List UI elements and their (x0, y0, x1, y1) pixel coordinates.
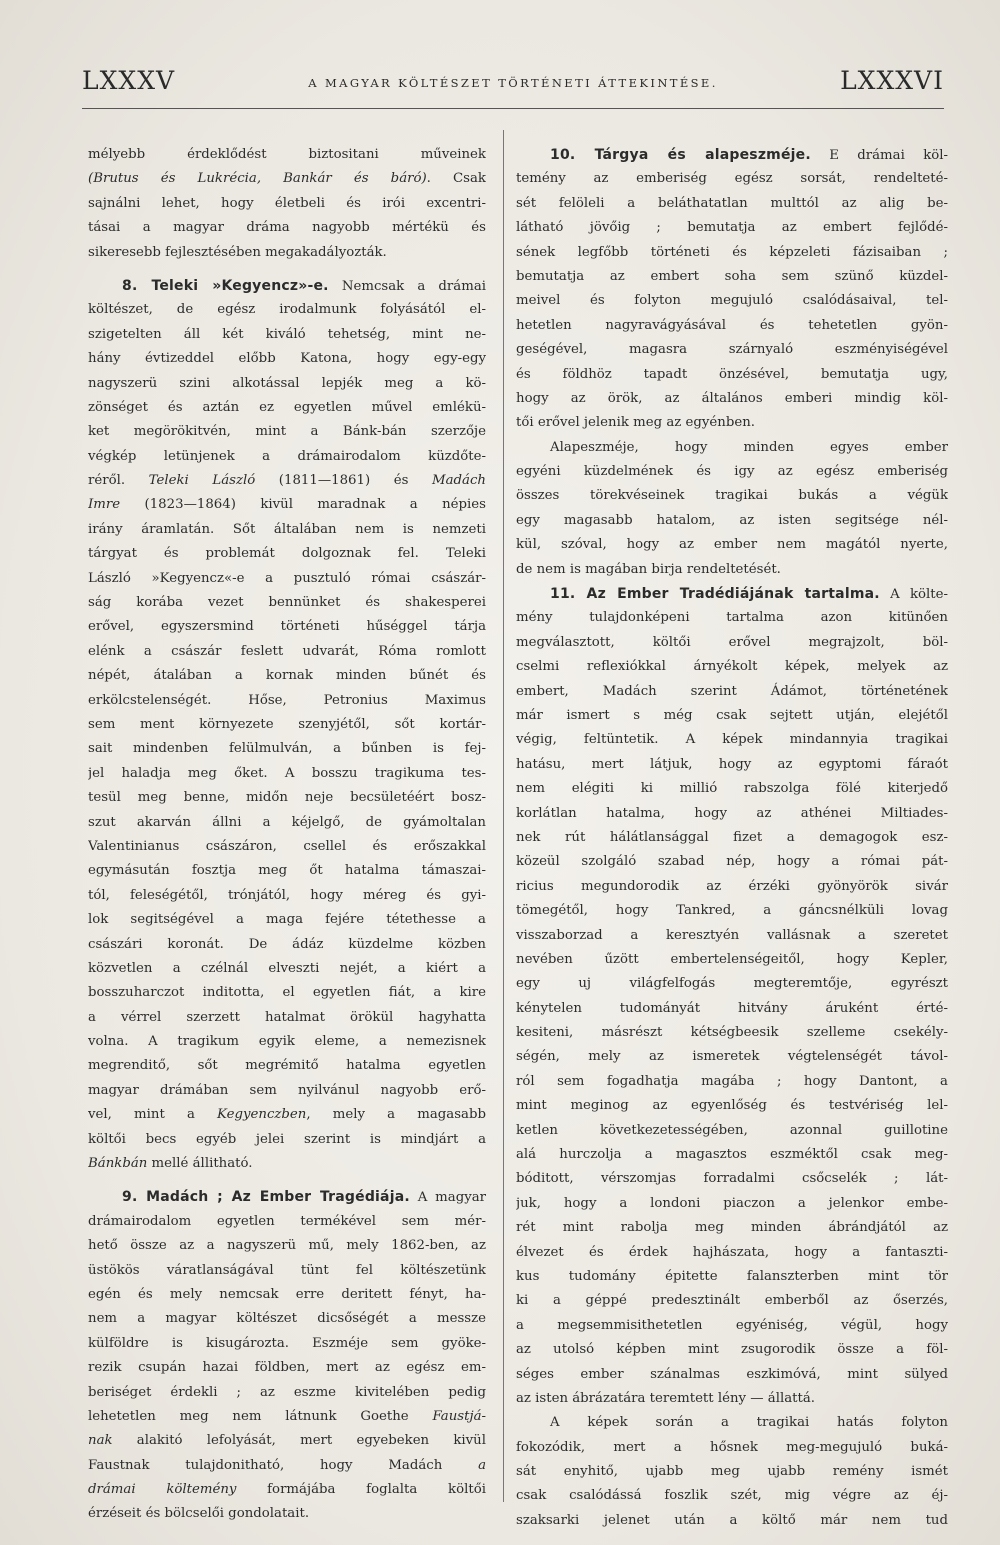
italic-text: Kegyenczben (217, 1107, 307, 1123)
left-column-line: népét, átalában a kornak minden bűnét és (88, 668, 486, 684)
right-column-line: hatásu, mert látjuk, hogy az egyptomi fáraót (516, 756, 948, 772)
left-column-line: tesül meg benne, midőn neje becsületéért bosz- (88, 790, 486, 806)
right-column-line: a megsemmisithetetlen egyéniség, végül, hogy (516, 1317, 948, 1333)
column-divider (503, 130, 504, 1502)
right-column-line: tői erővel jelenik meg az egyénben. (516, 415, 756, 431)
right-column-line: tömegétől, hogy Tankred, a gáncsnélküli lovag (516, 903, 948, 919)
right-column-line: ról sem fogadhatja magába ; hogy Dantont, a (516, 1073, 948, 1089)
left-column-line: sikeresebb fejlesztésében megakadályozták. (88, 244, 387, 260)
left-column-line: közvetlen a czélnál elveszti nejét, a kiért a (88, 960, 486, 976)
left-column-line: 9. Madách ; Az Ember Tragédiája. A magyar (122, 1189, 486, 1206)
left-column-line: nagyszerü szini alkotással lepjék meg a kö- (88, 375, 486, 391)
right-column-line: kénytelen tudományát hitvány áruként érté- (516, 1000, 948, 1016)
right-column-line: sét felöleli a beláthatatlan multtól az alig be- (516, 195, 948, 211)
italic-text: Faustjá- (432, 1408, 486, 1424)
left-column-line: rezik csupán hazai földben, mert az egész em- (88, 1360, 486, 1376)
right-column-line: sát enyhitő, ujabb meg ujabb remény ismét (516, 1464, 948, 1480)
right-column-line: sének legfőbb történeti és képzeleti fázisaiban ; (516, 244, 948, 260)
left-column-line: drámai költemény formájába foglalta költői (88, 1482, 486, 1498)
left-column-line: szigetelten áll két kiváló tehetség, mint ne- (88, 326, 486, 342)
right-column-line: 11. Az Ember Tradédiájának tartalma. A költe- (550, 586, 948, 603)
left-column-line: költészet, de egész irodalmunk folyásától el- (88, 302, 486, 318)
left-column-line: sait mindenben felülmulván, a bűnben is fej- (88, 741, 486, 757)
right-column-line: csak csalódássá foszlik szét, mig végre az éj- (516, 1488, 948, 1504)
italic-text: (Brutus és Lukrécia, Bankár és báró) (88, 171, 427, 187)
italic-text: Madách (432, 473, 486, 489)
right-column-line: ki a géppé predesztinált emberből az őserzés, (516, 1293, 948, 1309)
left-column-line: szut akarván állni a kéjelgő, de gyámoltalan (88, 814, 486, 830)
left-column-line: Faustnak tulajdonitható, hogy Madách a (88, 1457, 486, 1473)
right-column-line: az isten ábrázatára teremtett lény — állattá. (516, 1390, 815, 1406)
left-column-line: vel, mint a Kegyenczben, mely a magasabb (88, 1107, 486, 1123)
section-heading: 8. Teleki »Kegyencz»-e. (122, 277, 329, 294)
right-page-number: LXXXVI (840, 66, 944, 95)
italic-text: nak (88, 1433, 113, 1449)
right-column-line: szaksarki jelenet után a költő már nem tud (516, 1512, 948, 1528)
right-column-line: de nem is magában birja rendeltetését. (516, 561, 781, 577)
left-column-line: tárgyat és problemát dolgoznak fel. Teleki (88, 546, 486, 562)
right-column-line: élvezet és érdek hajhászata, hogy a fantaszti- (516, 1244, 948, 1260)
right-column-line: hetetlen nagyravágyásával és tehetetlen gyön- (516, 317, 948, 333)
left-column-line: irány áramlatán. Sőt általában nem is nemzeti (88, 521, 486, 537)
left-column-line: hető össze az a nagyszerü mű, mely 1862-ben, az (88, 1238, 486, 1254)
right-column-line: séges ember szánalmas eszkimóvá, mint sülyed (516, 1366, 948, 1382)
left-column-line: erővel, egyszersmind történeti hűséggel tárja (88, 619, 486, 635)
left-column-line: bosszuharczot inditotta, el egyetlen fiát, a kire (88, 985, 486, 1001)
left-column-line: hány évtizeddel előbb Katona, hogy egy-egy (88, 351, 486, 367)
right-column-line: látható jövőig ; bemutatja az embert fejlődé- (516, 220, 948, 236)
right-column-line: egyéni küzdelmének és igy az egész emberiség (516, 464, 948, 480)
right-column-line: már ismert s még csak sejtett utján, elejétől (516, 707, 948, 723)
right-column-line: megválasztott, költői erővel megrajzolt, böl- (516, 634, 948, 650)
left-column-line: lehetetlen meg nem látnunk Goethe Faustjá- (88, 1408, 486, 1424)
right-column-line: Alapeszméje, hogy minden egyes ember (550, 439, 948, 455)
left-column-line: zönséget és aztán ez egyetlen művel emlékü- (88, 399, 486, 415)
right-column-line: fokozódik, mert a hősnek meg-megujuló buká- (516, 1439, 948, 1455)
right-column-line: A képek során a tragikai hatás folyton (550, 1415, 948, 1431)
page-header (82, 66, 944, 106)
left-column-line: László »Kegyencz«-e a pusztuló római császár- (88, 570, 486, 586)
right-column-line: bóditott, vérszomjas forradalmi csőcselék ; lát- (516, 1171, 948, 1187)
italic-text: Imre (88, 497, 121, 513)
left-column-line: külföldre is kisugározta. Eszméje sem gyöke- (88, 1335, 486, 1351)
left-column-line: volna. A tragikum egyik eleme, a nemezisnek (88, 1034, 486, 1050)
italic-text: drámai költemény (88, 1482, 237, 1498)
left-column-line: üstökös váratlanságával tünt fel költészetünk (88, 1262, 486, 1278)
left-column-line: elénk a császár feslett udvarát, Róma romlott (88, 643, 486, 659)
left-column-line: mélyebb érdeklődést biztositani műveinek (88, 147, 486, 162)
left-column-line: nem a magyar költészet dicsőségét a messze (88, 1311, 486, 1327)
right-column-line: embert, Madách szerint Ádámot, történetének (516, 683, 948, 699)
right-column-line: temény az emberiség egész sorsát, rendelteté- (516, 171, 948, 187)
left-column-line: réről. Teleki László (1811—1861) és Madách (88, 473, 486, 489)
right-column-line: egy uj világfelfogás megteremtője, egyrészt (516, 976, 948, 992)
left-column-line: ket megörökitvén, mint a Bánk-bán szerzője (88, 424, 486, 440)
left-column-line: egén és mely nemcsak erre deritett fényt, ha- (88, 1286, 486, 1302)
left-column-line: Bánkbán mellé állitható. (88, 1156, 253, 1172)
right-column-line: alá hurczolja a magasztos eszméktől csak meg- (516, 1147, 948, 1163)
right-column-line: mény tulajdonképeni tartalma azon kitünően (516, 610, 948, 626)
right-column-line: kül, szóval, hogy az ember nem magától nyerte, (516, 537, 948, 553)
left-column (88, 143, 486, 1527)
right-column-line: nevében űzött embertelenségeitől, hogy Kepler, (516, 951, 948, 967)
left-column-line: nak alakitó lefolyását, mert egyebeken kivül (88, 1433, 486, 1449)
right-column-line: egy magasabb hatalom, az isten segitsége nél- (516, 512, 948, 528)
right-column-line: közeül szolgáló szabad nép, hogy a római pát- (516, 854, 948, 870)
left-column-line: sajnálni lehet, hogy életbeli és irói excentri- (88, 195, 486, 211)
left-column-line: erkölcstelenségét. Hőse, Petronius Maximus (88, 692, 486, 708)
left-column-line: egymásután fosztja meg őt hatalma támaszai- (88, 863, 486, 879)
left-column-line: jel haladja meg őket. A bosszu tragikuma tes- (88, 765, 486, 781)
left-column-line: drámairodalom egyetlen termékével sem mér- (88, 1213, 486, 1229)
right-column (516, 143, 948, 1533)
left-column-line: sem ment környezete szenyjétől, sőt kortár- (88, 716, 486, 732)
right-column-line: meivel és folyton megujuló csalódásaival, tel- (516, 293, 948, 309)
right-column-line: ricius megundorodik az érzéki gyönyörök sivár (516, 878, 948, 894)
italic-text: Bánkbán (88, 1156, 148, 1172)
right-column-line: korlátlan hatalma, hogy az athénei Miltiades- (516, 805, 948, 821)
left-column-line: ság korába vezet bennünket és shakesperei (88, 595, 486, 611)
right-column-line: ketlen következetességében, azonnal guillotine (516, 1122, 948, 1138)
left-column-line: Valentinianus császáron, csellel és erőszakkal (88, 838, 486, 854)
left-page-number: LXXXV (82, 66, 176, 95)
left-column-line: (Brutus és Lukrécia, Bankár és báró). Csak (88, 171, 486, 187)
left-column-line: tásai a magyar dráma nagyobb mértékü és (88, 220, 486, 236)
italic-text: Teleki László (148, 473, 256, 489)
left-column-line: tól, feleségétől, trónjától, hogy méreg és gyi- (88, 887, 486, 903)
italic-text: a (478, 1457, 486, 1473)
left-column-line: lok segitségével a maga fejére tétethesse a (88, 912, 486, 928)
right-column-line: nem elégiti ki millió rabszolga fölé kiterjedő (516, 781, 948, 797)
left-column-line: megrenditő, sőt megrémitő hatalma egyetlen (88, 1058, 486, 1074)
right-column-line: geségével, magasra szárnyaló eszményiségével (516, 342, 948, 358)
section-heading: 9. Madách ; Az Ember Tragédiája. (122, 1189, 410, 1206)
left-column-line: császári koronát. De ádáz küzdelme közben (88, 936, 486, 952)
right-column-line: végig, feltüntetik. A képek mindannyia tragikai (516, 732, 948, 748)
left-column-line: végkép letünjenek a drámairodalom küzdőte- (88, 448, 486, 464)
left-column-line: a vérrel szerzett hatalmat örökül hagyhatta (88, 1009, 486, 1025)
left-column-line: magyar drámában sem nyilvánul nagyobb erő- (88, 1082, 486, 1098)
right-column-line: az utolsó képben mint zsugorodik össze a föl- (516, 1342, 948, 1358)
right-column-line: juk, hogy a londoni piaczon a jelenkor embe- (516, 1195, 948, 1211)
left-column-line: Imre (1823—1864) kivül maradnak a népies (88, 497, 486, 513)
right-column-line: visszaborzad a keresztyén vallásnak a szeretet (516, 927, 948, 943)
right-column-line: 10. Tárgya és alapeszméje. E drámai köl- (550, 147, 948, 163)
right-column-line: cselmi reflexiókkal árnyékolt képek, melyek az (516, 659, 948, 675)
right-column-line: hogy az örök, az általános emberi mindig köl- (516, 390, 948, 406)
left-column-line: költői becs egyéb jelei szerint is mindjárt a (88, 1131, 486, 1147)
right-column-line: rét mint rabolja meg minden ábrándjától az (516, 1220, 948, 1236)
right-column-line: mint meginog az egyenlőség és testvériség lel- (516, 1098, 948, 1114)
header-rule (82, 108, 944, 109)
right-column-line: összes törekvéseinek tragikai bukás a végük (516, 488, 948, 504)
section-heading: 11. Az Ember Tradédiájának tartalma. (550, 586, 880, 603)
left-column-line: beriséget érdekli ; az eszme kivitelében pedig (88, 1384, 486, 1400)
running-title: A MAGYAR KÖLTÉSZET TÖRTÉNETI ÁTTEKINTÉSE. (308, 76, 718, 90)
right-column-line: ségén, mely az ismeretek végtelenségét távol- (516, 1049, 948, 1065)
right-column-line: bemutatja az embert soha sem szünő küzdel- (516, 268, 948, 284)
right-column-line: és földhöz tapadt önzésével, bemutatja ugy, (516, 366, 948, 382)
right-column-line: nek rút hálátlansággal fizet a demagogok esz- (516, 829, 948, 845)
right-column-line: kesiteni, másrészt kétségbeesik szelleme csekély- (516, 1025, 948, 1041)
right-column-line: kus tudomány épitette falanszterben mint tör (516, 1268, 948, 1284)
left-column-line: érzéseit és bölcselői gondolatait. (88, 1506, 310, 1522)
left-column-line: 8. Teleki »Kegyencz»-e. Nemcsak a drámai (122, 277, 486, 294)
section-heading: 10. Tárgya és alapeszméje. (550, 147, 811, 163)
